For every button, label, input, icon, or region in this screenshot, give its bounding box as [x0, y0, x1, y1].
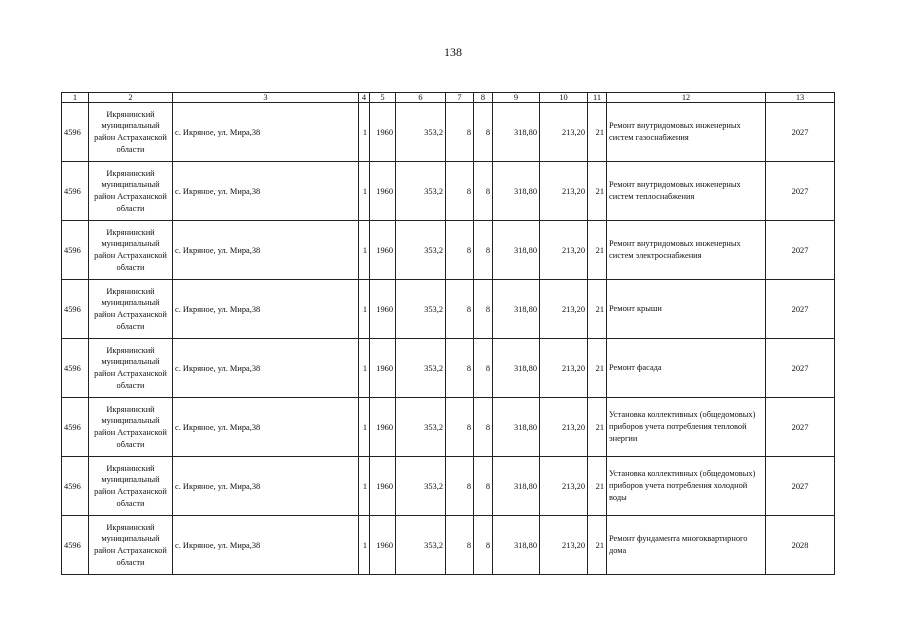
column-number-7: 7 — [446, 93, 474, 103]
col-4-value-cell: 1 — [359, 221, 370, 280]
year-built-cell: 1960 — [370, 221, 396, 280]
planned-year-cell: 2027 — [766, 457, 835, 516]
col-11-value-cell: 21 — [588, 516, 607, 575]
address-cell: с. Икряное, ул. Мира,38 — [173, 339, 359, 398]
planned-year-cell: 2027 — [766, 103, 835, 162]
object-id-cell: 4596 — [62, 162, 89, 221]
column-number-13: 13 — [766, 93, 835, 103]
col-10-value-cell: 213,20 — [540, 162, 588, 221]
register-table — [61, 92, 835, 575]
column-number-10: 10 — [540, 93, 588, 103]
table-body — [62, 103, 835, 575]
column-number-9: 9 — [493, 93, 540, 103]
col-8-value-cell: 8 — [474, 221, 493, 280]
col-9-value-cell: 318,80 — [493, 103, 540, 162]
table-row — [62, 280, 835, 339]
column-number-6: 6 — [396, 93, 446, 103]
column-number-1: 1 — [62, 93, 89, 103]
col-11-value-cell: 21 — [588, 339, 607, 398]
municipal-area-cell: Икрянинский муниципальный район Астраханской области — [89, 516, 173, 575]
col-10-value-cell: 213,20 — [540, 280, 588, 339]
address-cell: с. Икряное, ул. Мира,38 — [173, 398, 359, 457]
column-number-2: 2 — [89, 93, 173, 103]
work-type-cell: Ремонт внутридомовых инженерных систем теплоснабжения — [607, 162, 766, 221]
work-type-cell: Ремонт фасада — [607, 339, 766, 398]
column-number-3: 3 — [173, 93, 359, 103]
year-built-cell: 1960 — [370, 398, 396, 457]
year-built-cell: 1960 — [370, 457, 396, 516]
table-row — [62, 162, 835, 221]
col-9-value-cell: 318,80 — [493, 516, 540, 575]
col-11-value-cell: 21 — [588, 162, 607, 221]
municipal-area-cell: Икрянинский муниципальный район Астраханской области — [89, 339, 173, 398]
page-number: 138 — [444, 45, 462, 59]
col-8-value-cell: 8 — [474, 339, 493, 398]
col-8-value-cell: 8 — [474, 457, 493, 516]
col-8-value-cell: 8 — [474, 162, 493, 221]
col-7-value-cell: 8 — [446, 221, 474, 280]
col-7-value-cell: 8 — [446, 398, 474, 457]
col-4-value-cell: 1 — [359, 280, 370, 339]
total-area-cell: 353,2 — [396, 280, 446, 339]
col-7-value-cell: 8 — [446, 457, 474, 516]
col-9-value-cell: 318,80 — [493, 221, 540, 280]
planned-year-cell: 2027 — [766, 398, 835, 457]
col-4-value-cell: 1 — [359, 103, 370, 162]
col-10-value-cell: 213,20 — [540, 398, 588, 457]
planned-year-cell: 2027 — [766, 339, 835, 398]
object-id-cell: 4596 — [62, 280, 89, 339]
municipal-area-cell: Икрянинский муниципальный район Астраханской области — [89, 221, 173, 280]
municipal-area-cell: Икрянинский муниципальный район Астраханской области — [89, 457, 173, 516]
object-id-cell: 4596 — [62, 339, 89, 398]
planned-year-cell: 2027 — [766, 162, 835, 221]
address-cell: с. Икряное, ул. Мира,38 — [173, 103, 359, 162]
work-type-cell: Ремонт внутридомовых инженерных систем электроснабжения — [607, 221, 766, 280]
total-area-cell: 353,2 — [396, 339, 446, 398]
year-built-cell: 1960 — [370, 162, 396, 221]
table-row — [62, 398, 835, 457]
address-cell: с. Икряное, ул. Мира,38 — [173, 457, 359, 516]
object-id-cell: 4596 — [62, 457, 89, 516]
total-area-cell: 353,2 — [396, 103, 446, 162]
col-10-value-cell: 213,20 — [540, 221, 588, 280]
year-built-cell: 1960 — [370, 516, 396, 575]
municipal-area-cell: Икрянинский муниципальный район Астраханской области — [89, 103, 173, 162]
col-9-value-cell: 318,80 — [493, 339, 540, 398]
object-id-cell: 4596 — [62, 398, 89, 457]
object-id-cell: 4596 — [62, 221, 89, 280]
col-11-value-cell: 21 — [588, 398, 607, 457]
address-cell: с. Икряное, ул. Мира,38 — [173, 221, 359, 280]
municipal-area-cell: Икрянинский муниципальный район Астраханской области — [89, 398, 173, 457]
column-number-8: 8 — [474, 93, 493, 103]
col-8-value-cell: 8 — [474, 398, 493, 457]
col-7-value-cell: 8 — [446, 280, 474, 339]
col-4-value-cell: 1 — [359, 162, 370, 221]
col-7-value-cell: 8 — [446, 103, 474, 162]
table-row — [62, 457, 835, 516]
work-type-cell: Ремонт фундамента многоквартирного дома — [607, 516, 766, 575]
col-8-value-cell: 8 — [474, 516, 493, 575]
column-number-11: 11 — [588, 93, 607, 103]
total-area-cell: 353,2 — [396, 221, 446, 280]
work-type-cell: Установка коллективных (общедомовых) приборов учета потребления тепловой энергии — [607, 398, 766, 457]
year-built-cell: 1960 — [370, 103, 396, 162]
column-number-4: 4 — [359, 93, 370, 103]
col-10-value-cell: 213,20 — [540, 103, 588, 162]
work-type-cell: Установка коллективных (общедомовых) приборов учета потребления холодной воды — [607, 457, 766, 516]
object-id-cell: 4596 — [62, 516, 89, 575]
work-type-cell: Ремонт внутридомовых инженерных систем газоснабжения — [607, 103, 766, 162]
col-9-value-cell: 318,80 — [493, 457, 540, 516]
year-built-cell: 1960 — [370, 280, 396, 339]
col-4-value-cell: 1 — [359, 516, 370, 575]
table-row — [62, 221, 835, 280]
table-row — [62, 103, 835, 162]
col-10-value-cell: 213,20 — [540, 457, 588, 516]
column-number-5: 5 — [370, 93, 396, 103]
column-number-12: 12 — [607, 93, 766, 103]
col-7-value-cell: 8 — [446, 162, 474, 221]
col-4-value-cell: 1 — [359, 457, 370, 516]
col-4-value-cell: 1 — [359, 398, 370, 457]
col-4-value-cell: 1 — [359, 339, 370, 398]
total-area-cell: 353,2 — [396, 457, 446, 516]
col-8-value-cell: 8 — [474, 103, 493, 162]
address-cell: с. Икряное, ул. Мира,38 — [173, 280, 359, 339]
col-7-value-cell: 8 — [446, 339, 474, 398]
col-9-value-cell: 318,80 — [493, 398, 540, 457]
col-7-value-cell: 8 — [446, 516, 474, 575]
total-area-cell: 353,2 — [396, 398, 446, 457]
total-area-cell: 353,2 — [396, 516, 446, 575]
municipal-area-cell: Икрянинский муниципальный район Астраханской области — [89, 280, 173, 339]
planned-year-cell: 2027 — [766, 221, 835, 280]
planned-year-cell: 2027 — [766, 280, 835, 339]
year-built-cell: 1960 — [370, 339, 396, 398]
planned-year-cell: 2028 — [766, 516, 835, 575]
work-type-cell: Ремонт крыши — [607, 280, 766, 339]
col-11-value-cell: 21 — [588, 457, 607, 516]
table-row — [62, 339, 835, 398]
object-id-cell: 4596 — [62, 103, 89, 162]
col-10-value-cell: 213,20 — [540, 516, 588, 575]
col-11-value-cell: 21 — [588, 221, 607, 280]
address-cell: с. Икряное, ул. Мира,38 — [173, 516, 359, 575]
col-11-value-cell: 21 — [588, 280, 607, 339]
municipal-area-cell: Икрянинский муниципальный район Астраханской области — [89, 162, 173, 221]
address-cell: с. Икряное, ул. Мира,38 — [173, 162, 359, 221]
header-row — [62, 93, 835, 103]
total-area-cell: 353,2 — [396, 162, 446, 221]
table-row — [62, 516, 835, 575]
col-10-value-cell: 213,20 — [540, 339, 588, 398]
col-9-value-cell: 318,80 — [493, 162, 540, 221]
col-8-value-cell: 8 — [474, 280, 493, 339]
col-11-value-cell: 21 — [588, 103, 607, 162]
col-9-value-cell: 318,80 — [493, 280, 540, 339]
